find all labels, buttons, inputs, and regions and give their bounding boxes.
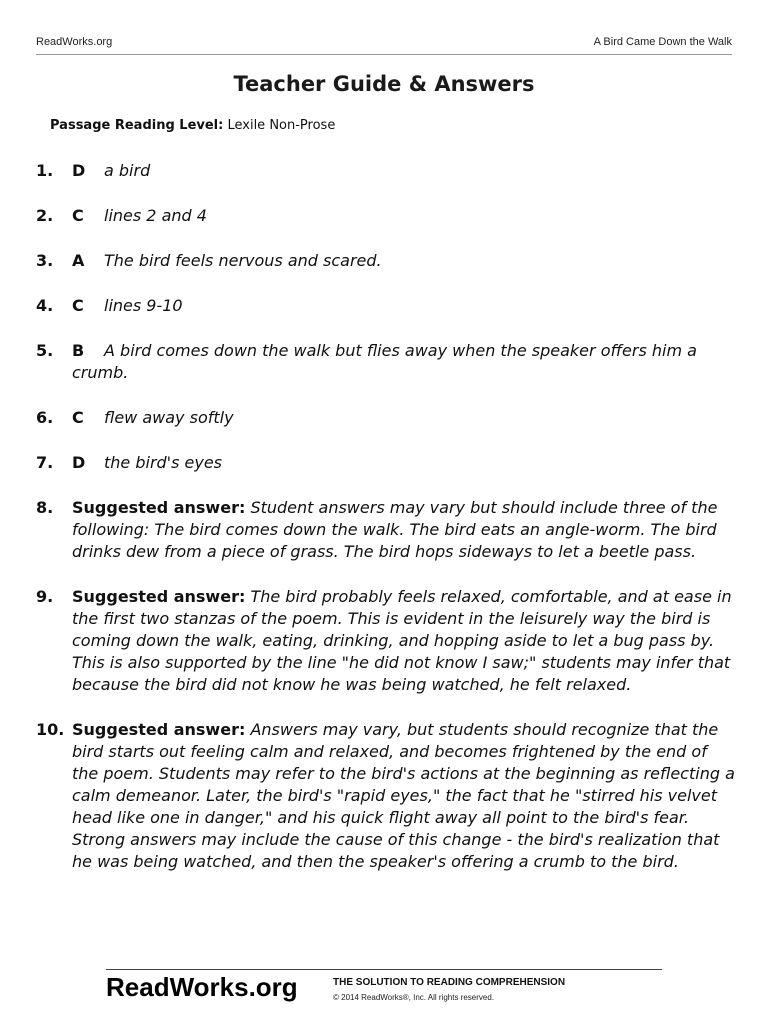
answer-text: The bird probably feels relaxed, comfortable, and at ease in the first two stanzas of the poem. This is evident in the leisurely way the bird is coming down the walk, eating, drinking, and hopping aside to let a bug pass by. This is also supported by the line "he did not know I saw;" students may infer that because the bird did not know he was being watched, he felt relaxed. [72, 587, 732, 694]
answer-item-9 [36, 586, 736, 696]
suggested-answer-label: Suggested answer: [72, 720, 246, 739]
header-document-title: A Bird Came Down the Walk [593, 36, 732, 48]
passage-level-label: Passage Reading Level: [50, 118, 224, 133]
footer-logo: ReadWorks.org [106, 972, 298, 1002]
header-site-name: ReadWorks.org [36, 36, 113, 48]
answer-item-10 [36, 719, 736, 873]
answer-number: 10. [36, 720, 65, 739]
answer-letter: D [72, 161, 86, 180]
answer-letter: C [72, 408, 84, 427]
answer-number: 2. [36, 206, 54, 225]
answer-number: 5. [36, 341, 54, 360]
answer-letter: C [72, 206, 84, 225]
answer-text: Student answers may vary but should include three of the following: The bird comes down the walk. The bird eats an angle-worm. The bird drinks dew from a piece of grass. The bird hops sideways to let a beetle pass. [72, 498, 718, 561]
answer-text: flew away softly [104, 408, 234, 427]
answer-item-6 [36, 407, 736, 429]
passage-reading-level [50, 118, 335, 133]
answer-number: 4. [36, 296, 54, 315]
answer-text: lines 2 and 4 [104, 206, 207, 225]
suggested-answer-label: Suggested answer: [72, 498, 246, 517]
answer-letter: A [72, 251, 85, 270]
answer-text: the bird's eyes [104, 453, 222, 472]
answer-item-4 [36, 295, 736, 317]
answer-item-7 [36, 452, 736, 474]
answer-item-8 [36, 497, 736, 563]
answer-text: a bird [104, 161, 151, 180]
header-divider [36, 54, 732, 55]
answer-list [36, 160, 736, 873]
footer-tagline: THE SOLUTION TO READING COMPREHENSION [333, 977, 566, 988]
answer-number: 1. [36, 161, 54, 180]
answer-number: 3. [36, 251, 54, 270]
suggested-answer-label: Suggested answer: [72, 587, 246, 606]
passage-level-value: Lexile Non-Prose [227, 118, 336, 133]
answer-letter: D [72, 453, 86, 472]
answer-text: A bird comes down the walk but flies away when the speaker offers him a crumb. [72, 341, 697, 382]
answer-number: 6. [36, 408, 54, 427]
answer-text: Answers may vary, but students should recognize that the bird starts out feeling calm and relaxed, and becomes frightened by the end of the poem. Students may refer to the bird's actions at the beginning as reflecting a calm demeanor. Later, the bird's "rapid eyes," the fact that he "stirred his velvet head like one in danger," and his quick flight away all point to the bird's fear. Strong answers may include the cause of this change - the bird's realization that he was being watched, and then the speaker's offering a crumb to the bird. [72, 720, 735, 871]
answer-item-5 [36, 340, 736, 384]
answer-number: 9. [36, 587, 54, 606]
answer-item-3 [36, 250, 736, 272]
answer-item-1 [36, 160, 736, 182]
answer-letter: B [72, 341, 85, 360]
footer-divider [106, 969, 662, 970]
answer-letter: C [72, 296, 84, 315]
answer-text: lines 9-10 [104, 296, 183, 315]
answer-number: 7. [36, 453, 54, 472]
answer-item-2 [36, 205, 736, 227]
answer-number: 8. [36, 498, 54, 517]
answer-text: The bird feels nervous and scared. [104, 251, 382, 270]
footer-copyright: © 2014 ReadWorks®, Inc. All rights reserved. [333, 993, 495, 1002]
page-title: Teacher Guide & Answers [233, 72, 535, 96]
